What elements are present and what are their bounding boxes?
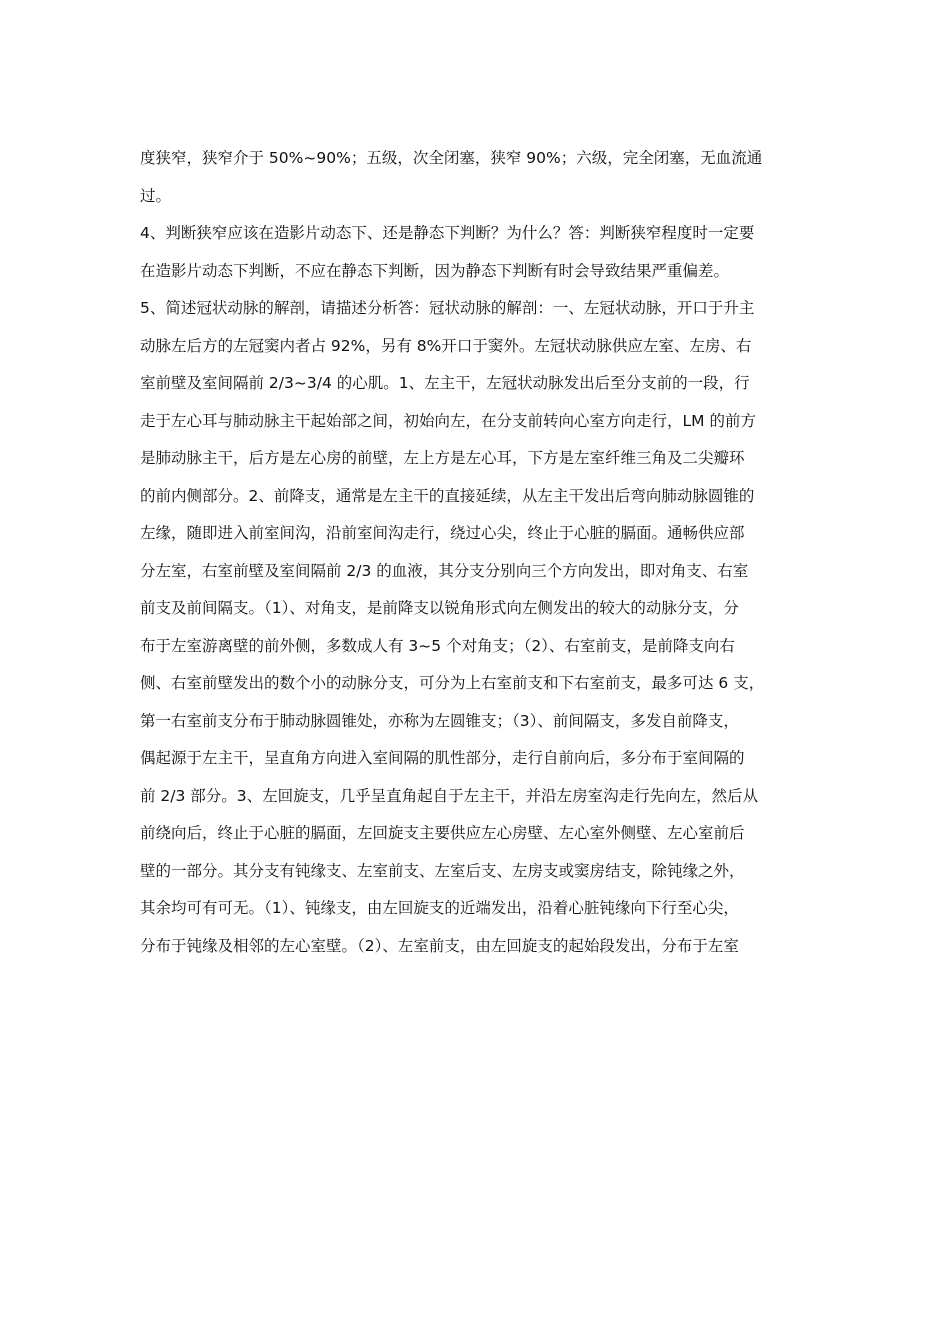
text-line: 是肺动脉主干，后方是左心房的前壁，左上方是左心耳，下方是左室纤维三角及二尖瓣环	[140, 449, 745, 467]
text-line: 过。	[140, 186, 172, 205]
text-line: 侧、右室前壁发出的数个小的动脉分支，可分为上右室前支和下右室前支，最多可达 6 支，	[140, 674, 765, 692]
text-line: 在造影片动态下判断，不应在静态下判断，因为静态下判断有时会导致结果严重偏差。	[140, 261, 730, 280]
text-line: 的前内侧部分。2、前降支，通常是左主干的直接延续，从左主干发出后弯向肺动脉圆锥的	[140, 486, 755, 505]
text-line: 左缘，随即进入前室间沟，沿前室间沟走行，绕过心尖，终止于心脏的膈面。通畅供应部	[140, 524, 745, 542]
text-line: 分左室，右室前壁及室间隔前 2/3 的血液，其分支分别向三个方向发出，即对角支、右室	[140, 561, 749, 580]
text-line: 前支及前间隔支。（1）、对角支，是前降支以锐角形式向左侧发出的较大的动脉分支，分	[140, 599, 739, 617]
text-line: 壁的一部分。其分支有钝缘支、左室前支、左室后支、左房支或窦房结支，除钝缘之外，	[140, 861, 745, 880]
text-line: 度狭窄，狭窄介于 50%~90%；五级，次全闭塞，狭窄 90%；六级，完全闭塞，无血流通	[140, 149, 763, 167]
body-text	[140, 140, 820, 965]
text-line: 分布于钝缘及相邻的左心室壁。（2）、左室前支，由左回旋支的起始段发出，分布于左室	[140, 936, 739, 955]
text-line: 前绕向后，终止于心脏的膈面，左回旋支主要供应左心房壁、左心室外侧壁、左心室前后	[140, 824, 745, 842]
text-line: 5、简述冠状动脉的解剖，请描述分析答：冠状动脉的解剖：一、左冠状动脉，开口于升主	[140, 299, 755, 317]
text-line: 室前壁及室间隔前 2/3~3/4 的心肌。1、左主干，左冠状动脉发出后至分支前的一段，行	[140, 374, 750, 392]
text-line: 动脉左后方的左冠窦内者占 92%，另有 8%开口于窦外。左冠状动脉供应左室、左房、右	[140, 336, 752, 355]
text-line: 走于左心耳与肺动脉主干起始部之间，初始向左，在分支前转向心室方向走行，LM 的前方	[140, 411, 756, 430]
text-line: 其余均可有可无。（1）、钝缘支，由左回旋支的近端发出，沿着心脏钝缘向下行至心尖，	[140, 899, 739, 917]
text-line: 偶起源于左主干，呈直角方向进入室间隔的肌性部分，走行自前向后，多分布于室间隔的	[140, 749, 745, 767]
text-line: 前 2/3 部分。3、左回旋支，几乎呈直角起自于左主干，并沿左房室沟走行先向左，然后从	[140, 786, 759, 805]
text-line: 第一右室前支分布于肺动脉圆锥处，亦称为左圆锥支；（3）、前间隔支，多发自前降支，	[140, 711, 739, 730]
text-line: 4、判断狭窄应该在造影片动态下、还是静态下判断？为什么？答：判断狭窄程度时一定要	[140, 224, 755, 242]
text-line: 布于左室游离壁的前外侧，多数成人有 3~5 个对角支；（2）、右室前支，是前降支向右	[140, 636, 735, 655]
